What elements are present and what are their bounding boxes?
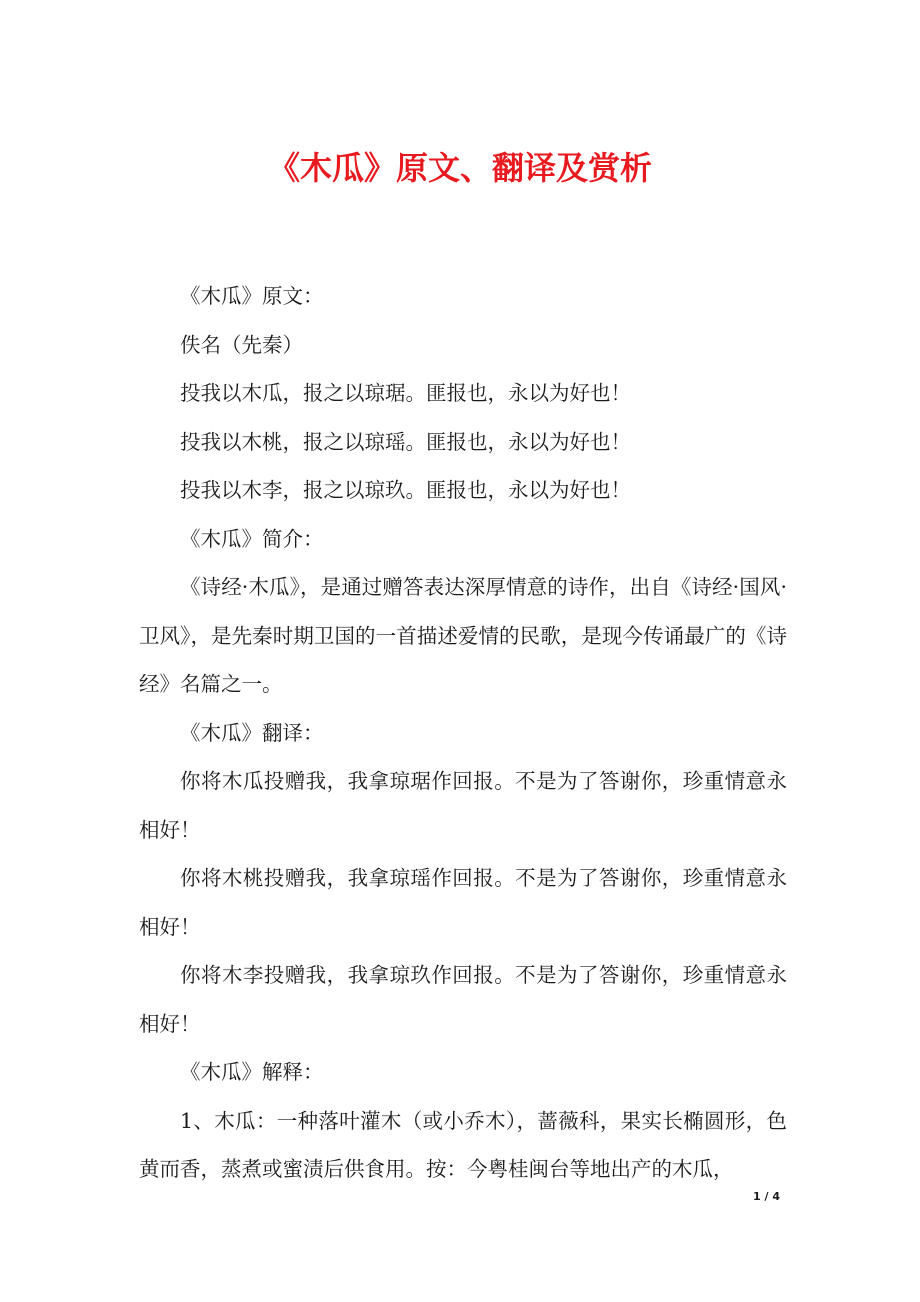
document-body: [139, 272, 787, 1194]
author-line: 佚名（先秦）: [180, 332, 303, 357]
intro-paragraph: 《诗经·木瓜》，是通过赠答表达深厚情意的诗作，出自《诗经·国风·卫风》，是先秦时期卫国的一首描述爱情的民歌，是现今传诵最广的《诗经》名篇之一。: [139, 575, 787, 696]
section-heading-translation: 《木瓜》翻译：: [180, 720, 324, 745]
page-number: 1 / 4: [753, 1190, 780, 1203]
poem-line: 投我以木桃，报之以琼瑶。匪报也，永以为好也！: [180, 429, 631, 454]
translation-paragraph: 你将木桃投赠我，我拿琼瑶作回报。不是为了答谢你，珍重情意永相好！: [139, 866, 787, 939]
poem-line: 投我以木瓜，报之以琼琚。匪报也，永以为好也！: [180, 381, 631, 405]
section-heading-notes: 《木瓜》解释：: [180, 1060, 324, 1084]
translation-paragraph: 你将木瓜投赠我，我拿琼琚作回报。不是为了答谢你，珍重情意永相好！: [139, 769, 787, 842]
translation-paragraph: 你将木李投赠我，我拿琼玖作回报。不是为了答谢你，珍重情意永相好！: [139, 963, 787, 1036]
section-heading-intro: 《木瓜》简介：: [180, 526, 324, 551]
document-title: 《木瓜》原文、翻译及赏析: [267, 149, 652, 187]
poem-line: 投我以木李，报之以琼玖。匪报也，永以为好也！: [180, 478, 631, 502]
notes-paragraph: 1、木瓜：一种落叶灌木（或小乔木），蔷薇科，果实长椭圆形，色黄而香，蒸煮或蜜渍后供食用。按：今粤桂闽台等地出产的木瓜，: [139, 1108, 787, 1181]
section-heading-original: 《木瓜》原文：: [180, 284, 324, 308]
